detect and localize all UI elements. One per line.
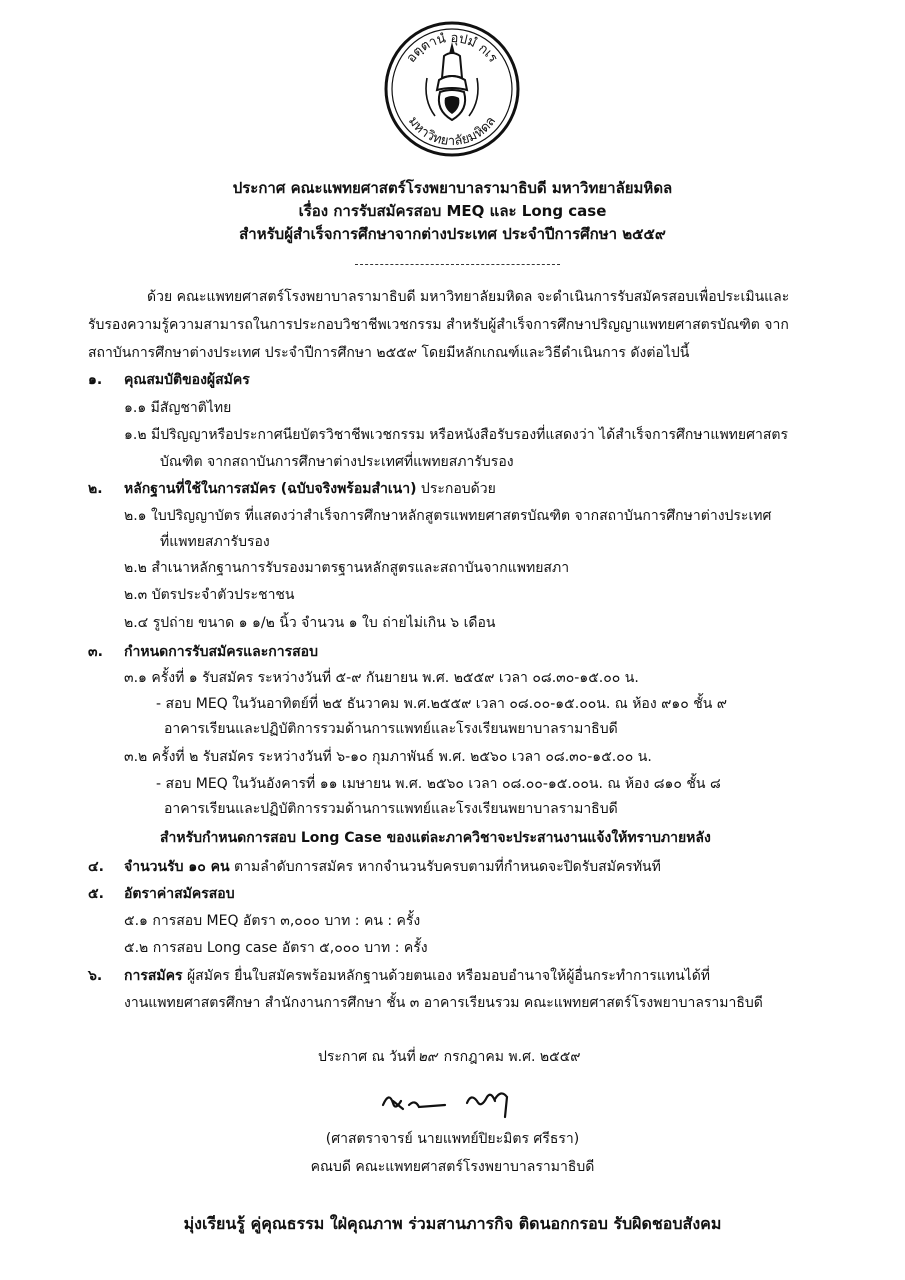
section-5-item-2: ๕.๒ การสอบ Long case อัตรา ๕,๐๐๐ บาท : ครั้ง	[124, 940, 428, 956]
signer-name: (ศาสตราจารย์ นายแพทย์ปิยะมิตร ศรีธรา)	[325, 1131, 580, 1147]
section-3-round-1-exam: - สอบ MEQ ในวันอาทิตย์ที่ ๒๕ ธันวาคม พ.ศ.๒๕๕๙ เวลา ๐๘.๐๐-๑๕.๐๐น. ณ ห้อง ๙๑๐ ชั้น ๙	[156, 696, 728, 712]
section-6-rest: ผู้สมัคร ยื่นใบสมัครพร้อมหลักฐานด้วยตนเอง หรือมอบอำนาจให้ผู้อื่นกระทำการแทนได้ที่	[182, 968, 711, 984]
section-3-long-case-note: สำหรับกำหนดการสอบ Long Case ของแต่ละภาควิชาจะประสานงานแจ้งให้ทราบภายหลัง	[160, 830, 711, 846]
section-6-title: การสมัคร	[124, 968, 183, 984]
header-line-3: สำหรับผู้สำเร็จการศึกษาจากต่างประเทศ ประจำปีการศึกษา ๒๕๕๙	[239, 225, 666, 243]
section-2-item-3: ๒.๓ บัตรประจำตัวประชาชน	[124, 587, 295, 603]
section-6-line-1	[124, 966, 710, 986]
section-2-item-1b: ที่แพทยสภารับรอง	[160, 534, 270, 550]
section-3-round-1: ๓.๑ ครั้งที่ ๑ รับสมัคร ระหว่างวันที่ ๕-๙ กันยายน พ.ศ. ๒๕๕๙ เวลา ๐๘.๓๐-๑๕.๐๐ น.	[124, 670, 639, 686]
section-1-number: ๑.	[88, 372, 103, 388]
section-3-round-1-building: อาคารเรียนและปฏิบัติการรวมด้านการแพทย์และโรงเรียนพยาบาลรามาธิบดี	[164, 721, 618, 737]
section-2-number: ๒.	[88, 481, 103, 497]
section-3-round-2-building: อาคารเรียนและปฏิบัติการรวมด้านการแพทย์และโรงเรียนพยาบาลรามาธิบดี	[164, 801, 618, 817]
announce-day-handwritten: ๒๙	[417, 1049, 438, 1065]
section-3-number: ๓.	[88, 644, 103, 660]
announce-month-year: กรกฎาคม พ.ศ. ๒๕๕๙	[439, 1049, 581, 1065]
section-4-rest: ตามลำดับการสมัคร หากจำนวนรับครบตามที่กำหนดจะปิดรับสมัครทันที	[229, 859, 661, 875]
faculty-motto: มุ่งเรียนรู้ คู่คุณธรรม ใฝ่คุณภาพ ร่วมสานภารกิจ ติดนอกกรอบ รับผิดชอบสังคม	[183, 1214, 722, 1233]
section-6-number: ๖.	[88, 968, 103, 984]
section-2-title: หลักฐานที่ใช้ในการสมัคร (ฉบับจริงพร้อมสำเนา)	[124, 481, 417, 497]
announce-date-line	[318, 1047, 581, 1067]
seal-top-text: อตฺตานํ อุปมํ กเร	[403, 30, 501, 66]
section-2-item-4: ๒.๔ รูปถ่าย ขนาด ๑ ๑/๒ นิ้ว จำนวน ๑ ใบ ถ่ายไม่เกิน ๖ เดือน	[124, 615, 496, 631]
announce-prefix: ประกาศ ณ วันที่	[318, 1049, 416, 1065]
section-5-item-1: ๕.๑ การสอบ MEQ อัตรา ๓,๐๐๐ บาท : คน : ครั้ง	[124, 913, 421, 929]
section-2-title-line	[124, 479, 496, 499]
section-5-title: อัตราค่าสมัครสอบ	[124, 886, 235, 902]
seal-bottom-text: มหาวิทยาลัยมหิดล	[405, 114, 499, 150]
section-1-item-1: ๑.๑ มีสัญชาติไทย	[124, 400, 232, 416]
section-1-item-2b: บัณฑิต จากสถาบันการศึกษาต่างประเทศที่แพทยสภารับรอง	[160, 454, 514, 470]
intro-line-1: ด้วย คณะแพทยศาสตร์โรงพยาบาลรามาธิบดี มหาวิทยาลัยมหิดล จะดำเนินการรับสมัครสอบเพื่อประเมินและ	[147, 289, 790, 305]
section-2-item-2: ๒.๒ สำเนาหลักฐานการรับรองมาตรฐานหลักสูตรและสถาบันจากแพทยสภา	[124, 560, 570, 576]
header-line-2: เรื่อง การรับสมัครสอบ MEQ และ Long case	[298, 202, 607, 220]
section-1-item-2a: ๑.๒ มีปริญญาหรือประกาศนียบัตรวิชาชีพเวชกรรม หรือหนังสือรับรองที่แสดงว่า ได้สำเร็จการศึกษาแพทยศาสตร	[124, 427, 789, 443]
section-4-line	[124, 857, 661, 877]
section-5-number: ๕.	[88, 886, 104, 902]
section-2-item-1a: ๒.๑ ใบปริญญาบัตร ที่แสดงว่าสำเร็จการศึกษาหลักสูตรแพทยศาสตรบัณฑิต จากสถาบันการศึกษาต่างประเทศ	[124, 508, 772, 524]
section-6-line-2: งานแพทยศาสตรศึกษา สำนักงานการศึกษา ชั้น ๓ อาคารเรียนรวม คณะแพทยศาสตร์โรงพยาบาลรามาธิบดี	[124, 995, 763, 1011]
intro-line-2: รับรองความรู้ความสามารถในการประกอบวิชาชีพเวชกรรม สำหรับผู้สำเร็จการศึกษาปริญญาแพทยศาสตรบัณฑิต จาก	[88, 317, 789, 333]
section-3-round-2-exam: - สอบ MEQ ในวันอังคารที่ ๑๑ เมษายน พ.ศ. ๒๕๖๐ เวลา ๐๘.๐๐-๑๕.๐๐น. ณ ห้อง ๘๑๐ ชั้น ๘	[156, 776, 721, 792]
signer-title: คณบดี คณะแพทยศาสตร์โรงพยาบาลรามาธิบดี	[310, 1159, 595, 1175]
header-divider	[355, 264, 560, 265]
header-line-1: ประกาศ คณะแพทยศาสตร์โรงพยาบาลรามาธิบดี มหาวิทยาลัยมหิดล	[232, 179, 673, 197]
section-4-number: ๔.	[88, 859, 104, 875]
section-4-title: จำนวนรับ ๑๐ คน	[124, 859, 230, 875]
section-1-title: คุณสมบัติของผู้สมัคร	[124, 372, 250, 388]
section-3-round-2: ๓.๒ ครั้งที่ ๒ รับสมัคร ระหว่างวันที่ ๖-๑๐ กุมภาพันธ์ พ.ศ. ๒๕๖๐ เวลา ๐๘.๓๐-๑๕.๐๐ น.	[124, 749, 652, 765]
section-3-title: กำหนดการรับสมัครและการสอบ	[124, 644, 318, 660]
intro-line-3: สถาบันการศึกษาต่างประเทศ ประจำปีการศึกษา ๒๕๕๙ โดยมีหลักเกณฑ์และวิธีดำเนินการ ดังต่อไปนี้	[88, 345, 690, 361]
section-2-title-rest: ประกอบด้วย	[416, 481, 496, 497]
mahidol-seal-logo	[383, 20, 521, 158]
dean-signature	[375, 1083, 535, 1121]
